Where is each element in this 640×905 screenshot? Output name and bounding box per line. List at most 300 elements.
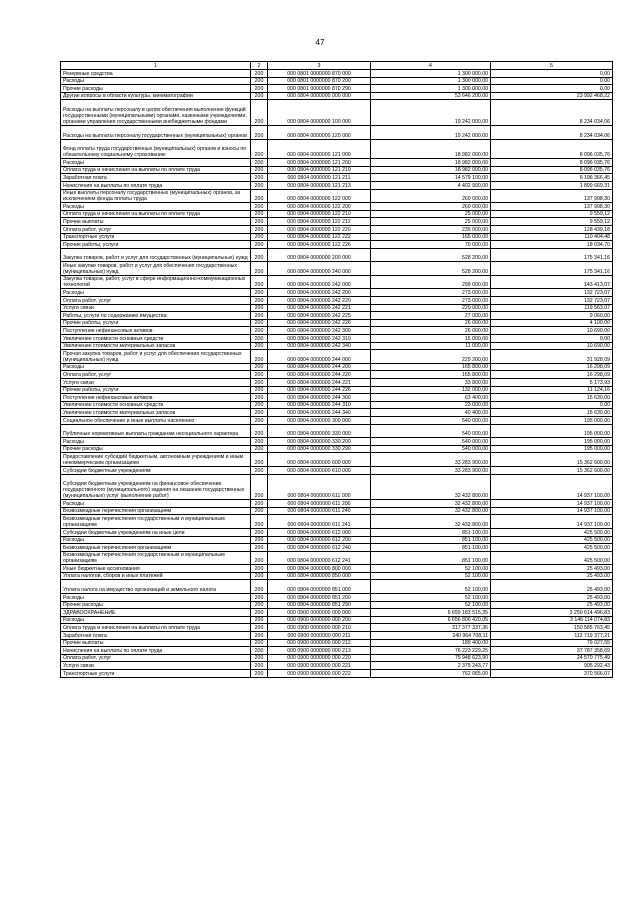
row-kbk-cell: 000 0804 0000000 851 200: [268, 594, 371, 602]
table-row: [61, 580, 613, 594]
row-kbk-cell: 000 0804 0000000 122 212: [268, 218, 371, 226]
table-row: [61, 100, 613, 126]
row-kbk-cell: 000 0804 0000000 800 000: [268, 565, 371, 573]
row-approved-cell: 26 000,00: [371, 327, 491, 335]
row-name-cell: Безвозмездные перечисления государственным и муниципальным организациям: [61, 515, 251, 529]
row-kbk-cell: 000 0804 0000000 240 000: [268, 262, 371, 276]
row-kbk-cell: 000 0804 0000000 122 222: [268, 233, 371, 241]
row-approved-cell: 14 579 100,00: [371, 174, 491, 182]
row-name-cell: Услуги связи: [61, 304, 251, 312]
row-code-cell: 200: [251, 515, 268, 529]
row-name-cell: Прочие расходы: [61, 85, 251, 93]
row-executed-cell: 9 060,00: [491, 312, 613, 320]
table-body: [61, 70, 613, 678]
row-name-cell: Поступление нефинансовых активов: [61, 327, 251, 335]
row-approved-cell: 2 375 243,77: [371, 662, 491, 670]
row-approved-cell: 273 000,00: [371, 289, 491, 297]
row-executed-cell: 23 992 468,22: [491, 92, 613, 100]
table-row: [61, 203, 613, 211]
row-name-cell: Прочие работы, услуги: [61, 319, 251, 327]
row-code-cell: 200: [251, 181, 268, 189]
row-executed-cell: 175 341,16: [491, 262, 613, 276]
row-approved-cell: 40 400,00: [371, 409, 491, 417]
row-kbk-cell: 000 0804 0000000 122 226: [268, 241, 371, 249]
table-row: [61, 350, 613, 364]
row-executed-cell: 137 998,30: [491, 189, 613, 203]
table-row: [61, 632, 613, 640]
row-executed-cell: 79 027,55: [491, 639, 613, 647]
table-row: [61, 312, 613, 320]
table-row: [61, 218, 613, 226]
table-row: [61, 70, 613, 78]
row-code-cell: 200: [251, 416, 268, 424]
row-approved-cell: 317 377 337,36: [371, 624, 491, 632]
row-approved-cell: 26 000,00: [371, 319, 491, 327]
row-code-cell: 200: [251, 174, 268, 182]
row-kbk-cell: 000 0900 0000000 000 221: [268, 662, 371, 670]
row-name-cell: Уплата налогов, сборов и иных платежей: [61, 572, 251, 580]
row-executed-cell: 5 173,93: [491, 379, 613, 387]
table-row: [61, 445, 613, 453]
row-executed-cell: 4 100,00: [491, 319, 613, 327]
row-name-cell: Расходы: [61, 289, 251, 297]
table-row: [61, 401, 613, 409]
row-code-cell: 200: [251, 139, 268, 159]
row-kbk-cell: 000 0804 0000000 611 240: [268, 507, 371, 515]
row-approved-cell: 229 200,00: [371, 350, 491, 364]
row-name-cell: Субсидии бюджетным учреждениям на иные цели: [61, 528, 251, 536]
row-code-cell: 200: [251, 248, 268, 262]
row-kbk-cell: 000 0804 0000000 330 000: [268, 424, 371, 438]
row-code-cell: 200: [251, 438, 268, 446]
row-executed-cell: 132 723,07: [491, 289, 613, 297]
row-kbk-cell: 000 0804 0000000 242 340: [268, 342, 371, 350]
table-row: [61, 601, 613, 609]
row-executed-cell: 143 413,07: [491, 275, 613, 289]
row-executed-cell: 25 493,00: [491, 601, 613, 609]
row-name-cell: Прочие расходы: [61, 445, 251, 453]
row-name-cell: Другие вопросы в области культуры, кинематографии: [61, 92, 251, 100]
row-code-cell: 200: [251, 335, 268, 343]
row-executed-cell: 8 096 035,76: [491, 139, 613, 159]
row-approved-cell: 4 402 900,00: [371, 181, 491, 189]
row-code-cell: 200: [251, 350, 268, 364]
row-kbk-cell: 000 0804 0000000 244 340: [268, 409, 371, 417]
row-code-cell: 200: [251, 401, 268, 409]
row-kbk-cell: 000 0804 0000000 100 000: [268, 100, 371, 126]
table-row: [61, 424, 613, 438]
row-approved-cell: 18 982 000,00: [371, 166, 491, 174]
row-approved-cell: 32 432 800,00: [371, 515, 491, 529]
column-header: 2: [251, 62, 268, 70]
row-kbk-cell: 000 0804 0000000 242 000: [268, 275, 371, 289]
row-executed-cell: 9 559,12: [491, 218, 613, 226]
row-kbk-cell: 000 0804 0000000 242 220: [268, 297, 371, 305]
row-name-cell: Заработная плата: [61, 174, 251, 182]
row-approved-cell: 52 100,00: [371, 580, 491, 594]
row-executed-cell: 3 250 614 496,83: [491, 609, 613, 617]
row-kbk-cell: 000 0804 0000000 611 200: [268, 500, 371, 508]
row-approved-cell: 25 000,00: [371, 218, 491, 226]
table-row: [61, 174, 613, 182]
column-header: 1: [61, 62, 251, 70]
row-kbk-cell: 000 0804 0000000 330 200: [268, 438, 371, 446]
row-code-cell: 200: [251, 409, 268, 417]
row-executed-cell: 18 034,70: [491, 241, 613, 249]
row-name-cell: Расходы: [61, 159, 251, 167]
row-name-cell: Прочие выплаты: [61, 218, 251, 226]
row-executed-cell: 0,00: [491, 77, 613, 85]
row-kbk-cell: 000 0900 0000000 000 000: [268, 609, 371, 617]
table-row: [61, 466, 613, 474]
row-kbk-cell: 000 0804 0000000 851 290: [268, 601, 371, 609]
page-number: 47: [315, 38, 325, 47]
row-kbk-cell: 000 0804 0000000 122 000: [268, 189, 371, 203]
row-kbk-cell: 000 0900 0000000 000 210: [268, 624, 371, 632]
row-code-cell: 200: [251, 528, 268, 536]
row-approved-cell: 851 100,00: [371, 536, 491, 544]
row-executed-cell: 425 500,00: [491, 551, 613, 565]
row-approved-cell: 1 300 000,00: [371, 77, 491, 85]
table-row: [61, 262, 613, 276]
row-approved-cell: 32 432 800,00: [371, 500, 491, 508]
row-code-cell: 200: [251, 536, 268, 544]
table-row: [61, 670, 613, 678]
row-executed-cell: 31 928,09: [491, 350, 613, 364]
row-code-cell: 200: [251, 319, 268, 327]
row-code-cell: 200: [251, 551, 268, 565]
table-row: [61, 565, 613, 573]
row-executed-cell: 11 124,16: [491, 386, 613, 394]
row-name-cell: Расходы: [61, 594, 251, 602]
row-name-cell: Иные закупки товаров, работ и услуг для обеспечения государственных (муниципальных) нужд: [61, 262, 251, 276]
row-approved-cell: 235 000,00: [371, 225, 491, 233]
row-kbk-cell: 000 0804 0000000 244 300: [268, 394, 371, 402]
row-approved-cell: 23 000,00: [371, 401, 491, 409]
row-kbk-cell: 000 0801 0000000 870 290: [268, 85, 371, 93]
row-name-cell: Уплата налога на имущество организаций и земельного налога: [61, 580, 251, 594]
row-executed-cell: 195 000,00: [491, 416, 613, 424]
table-row: [61, 474, 613, 500]
table-row: [61, 624, 613, 632]
row-code-cell: 200: [251, 218, 268, 226]
table-row: [61, 594, 613, 602]
row-approved-cell: 19 242 000,00: [371, 100, 491, 126]
row-code-cell: 200: [251, 654, 268, 662]
row-kbk-cell: 000 0804 0000000 300 000: [268, 416, 371, 424]
table-row: [61, 453, 613, 467]
row-approved-cell: 63 400,00: [371, 394, 491, 402]
row-code-cell: 200: [251, 624, 268, 632]
row-approved-cell: 1 300 000,00: [371, 70, 491, 78]
row-name-cell: Прочие работы, услуги: [61, 241, 251, 249]
row-name-cell: Резервные средства: [61, 70, 251, 78]
row-kbk-cell: 000 0900 0000000 000 212: [268, 639, 371, 647]
row-executed-cell: 195 000,00: [491, 424, 613, 438]
row-name-cell: Увеличение стоимости основных средств: [61, 401, 251, 409]
row-approved-cell: 299 000,00: [371, 275, 491, 289]
row-executed-cell: 16 298,09: [491, 371, 613, 379]
row-code-cell: 200: [251, 304, 268, 312]
row-kbk-cell: 000 0900 0000000 000 213: [268, 647, 371, 655]
row-code-cell: 200: [251, 241, 268, 249]
row-kbk-cell: 000 0804 0000000 244 221: [268, 379, 371, 387]
row-name-cell: Увеличение стоимости основных средств: [61, 335, 251, 343]
table-row: [61, 662, 613, 670]
table-row: [61, 189, 613, 203]
row-name-cell: Расходы на выплаты персоналу в целях обеспечения выполнения функций государственными (муниципальными) органами, казенными учреждениями, органами управления государственными внебюджетными фондами: [61, 100, 251, 126]
row-approved-cell: 18 982 000,00: [371, 159, 491, 167]
row-kbk-cell: 000 0804 0000000 242 225: [268, 312, 371, 320]
row-name-cell: Субсидии бюджетным учреждениям: [61, 466, 251, 474]
row-name-cell: ЗДРАВООХРАНЕНИЕ: [61, 609, 251, 617]
row-name-cell: Работы, услуги по содержанию имущества: [61, 312, 251, 320]
row-kbk-cell: 000 0804 0000000 612 240: [268, 544, 371, 552]
row-name-cell: Прочие работы, услуги: [61, 386, 251, 394]
row-approved-cell: 540 000,00: [371, 445, 491, 453]
row-kbk-cell: 000 0804 0000000 244 000: [268, 350, 371, 364]
table-row: [61, 639, 613, 647]
row-approved-cell: 540 000,00: [371, 438, 491, 446]
row-approved-cell: 19 242 000,00: [371, 125, 491, 139]
row-kbk-cell: 000 0804 0000000 121 210: [268, 166, 371, 174]
row-code-cell: 200: [251, 203, 268, 211]
row-executed-cell: 3 146 114 074,83: [491, 616, 613, 624]
row-code-cell: 200: [251, 233, 268, 241]
row-name-cell: Услуги связи: [61, 662, 251, 670]
row-code-cell: 200: [251, 85, 268, 93]
table-row: [61, 241, 613, 249]
row-code-cell: 200: [251, 225, 268, 233]
row-name-cell: Оплата работ, услуг: [61, 225, 251, 233]
row-name-cell: Прочие выплаты: [61, 639, 251, 647]
column-header: 3: [268, 62, 371, 70]
row-executed-cell: 150 585 763,45: [491, 624, 613, 632]
row-executed-cell: 112 719 377,21: [491, 632, 613, 640]
row-code-cell: 200: [251, 92, 268, 100]
row-executed-cell: 425 500,00: [491, 528, 613, 536]
row-executed-cell: 10 690,00: [491, 327, 613, 335]
row-kbk-cell: 000 0804 0000000 200 000: [268, 248, 371, 262]
row-approved-cell: 220 000,00: [371, 304, 491, 312]
row-name-cell: Предоставление субсидий бюджетным, автономным учреждениям и иным некоммерческим организациям: [61, 453, 251, 467]
row-name-cell: Иные бюджетные ассигнования: [61, 565, 251, 573]
row-name-cell: Расходы на выплаты персоналу государственных (муниципальных) органов: [61, 125, 251, 139]
row-code-cell: 200: [251, 189, 268, 203]
row-approved-cell: 132 000,00: [371, 386, 491, 394]
row-approved-cell: 75 948 623,90: [371, 654, 491, 662]
row-executed-cell: 10 690,00: [491, 342, 613, 350]
row-approved-cell: 70 000,00: [371, 241, 491, 249]
row-approved-cell: 240 964 708,11: [371, 632, 491, 640]
row-code-cell: 200: [251, 453, 268, 467]
row-code-cell: 200: [251, 594, 268, 602]
row-approved-cell: 260 000,00: [371, 189, 491, 203]
row-executed-cell: 0,00: [491, 401, 613, 409]
table-row: [61, 92, 613, 100]
row-kbk-cell: 000 0804 0000000 121 200: [268, 159, 371, 167]
row-executed-cell: 15 362 600,00: [491, 466, 613, 474]
row-code-cell: 200: [251, 297, 268, 305]
row-name-cell: Закупка товаров, работ и услуг для государственных (муниципальных) нужд: [61, 248, 251, 262]
row-name-cell: Начисления на выплаты по оплате труда: [61, 181, 251, 189]
row-code-cell: 200: [251, 609, 268, 617]
table-row: [61, 654, 613, 662]
row-approved-cell: 851 100,00: [371, 544, 491, 552]
table-row: [61, 159, 613, 167]
row-executed-cell: 8 234 034,06: [491, 100, 613, 126]
row-name-cell: Расходы: [61, 77, 251, 85]
row-name-cell: Прочие расходы: [61, 601, 251, 609]
row-name-cell: Социальное обеспечение и иные выплаты населению: [61, 416, 251, 424]
row-kbk-cell: 000 0804 0000000 121 211: [268, 174, 371, 182]
row-name-cell: Оплата работ, услуг: [61, 297, 251, 305]
table-row: [61, 409, 613, 417]
table-row: [61, 515, 613, 529]
row-approved-cell: 6 656 806 420,05: [371, 616, 491, 624]
row-kbk-cell: 000 0900 0000000 000 211: [268, 632, 371, 640]
row-executed-cell: 8 096 035,76: [491, 166, 613, 174]
row-code-cell: 200: [251, 100, 268, 126]
row-approved-cell: 6 659 183 515,35: [371, 609, 491, 617]
table-row: [61, 289, 613, 297]
row-executed-cell: 0,00: [491, 85, 613, 93]
table-row: [61, 139, 613, 159]
row-approved-cell: 528 200,00: [371, 248, 491, 262]
row-code-cell: 200: [251, 166, 268, 174]
table-row: [61, 507, 613, 515]
row-kbk-cell: 000 0804 0000000 600 000: [268, 453, 371, 467]
row-name-cell: Расходы: [61, 500, 251, 508]
row-kbk-cell: 000 0804 0000000 244 310: [268, 401, 371, 409]
row-approved-cell: 15 000,00: [371, 335, 491, 343]
table-row: [61, 297, 613, 305]
row-name-cell: Расходы: [61, 203, 251, 211]
row-kbk-cell: 000 0801 0000000 870 200: [268, 77, 371, 85]
table-row: [61, 528, 613, 536]
row-kbk-cell: 000 0804 0000000 611 241: [268, 515, 371, 529]
row-code-cell: 200: [251, 210, 268, 218]
row-code-cell: 200: [251, 544, 268, 552]
row-executed-cell: 1 899 669,31: [491, 181, 613, 189]
row-approved-cell: 851 100,00: [371, 551, 491, 565]
row-approved-cell: 33 283 900,00: [371, 466, 491, 474]
row-name-cell: Расходы: [61, 438, 251, 446]
row-code-cell: 200: [251, 466, 268, 474]
row-executed-cell: 15 362 600,00: [491, 453, 613, 467]
table-row: [61, 551, 613, 565]
row-name-cell: Услуги связи: [61, 379, 251, 387]
row-name-cell: Прочая закупка товаров, работ и услуг для обеспечения государственных (муниципальных) нужд: [61, 350, 251, 364]
row-approved-cell: 165 800,00: [371, 363, 491, 371]
table-row: [61, 371, 613, 379]
row-kbk-cell: 000 0804 0000000 122 200: [268, 203, 371, 211]
row-kbk-cell: 000 0900 0000000 000 220: [268, 654, 371, 662]
row-name-cell: Заработная плата: [61, 632, 251, 640]
table-row: [61, 225, 613, 233]
row-code-cell: 200: [251, 342, 268, 350]
row-code-cell: 200: [251, 632, 268, 640]
row-kbk-cell: 000 0804 0000000 120 000: [268, 125, 371, 139]
row-approved-cell: 25 000,00: [371, 210, 491, 218]
table-row: [61, 166, 613, 174]
row-executed-cell: 425 500,00: [491, 536, 613, 544]
row-name-cell: Фонд оплаты труда государственных (муниципальных) органов и взносы по обязательному социальному страхованию: [61, 139, 251, 159]
table-row: [61, 275, 613, 289]
table-row: [61, 536, 613, 544]
row-code-cell: 200: [251, 275, 268, 289]
table-row: [61, 327, 613, 335]
row-name-cell: Оплата труда и начисления на выплаты по оплате труда: [61, 624, 251, 632]
row-code-cell: 200: [251, 474, 268, 500]
row-approved-cell: 52 100,00: [371, 565, 491, 573]
row-executed-cell: 8 234 034,06: [491, 125, 613, 139]
row-kbk-cell: 000 0804 0000000 612 000: [268, 528, 371, 536]
row-kbk-cell: 000 0804 0000000 121 213: [268, 181, 371, 189]
row-executed-cell: 9 559,12: [491, 210, 613, 218]
row-kbk-cell: 000 0804 0000000 851 000: [268, 580, 371, 594]
row-name-cell: Расходы: [61, 536, 251, 544]
row-approved-cell: 189 400,00: [371, 639, 491, 647]
row-code-cell: 200: [251, 77, 268, 85]
row-name-cell: Поступление нефинансовых активов: [61, 394, 251, 402]
row-executed-cell: 16 298,09: [491, 363, 613, 371]
row-executed-cell: 195 000,00: [491, 438, 613, 446]
row-approved-cell: 52 100,00: [371, 601, 491, 609]
row-name-cell: Безвозмездные перечисления государственным и муниципальным организациям: [61, 551, 251, 565]
row-code-cell: 200: [251, 363, 268, 371]
row-kbk-cell: 000 0804 0000000 850 000: [268, 572, 371, 580]
row-approved-cell: 11 000,00: [371, 342, 491, 350]
row-executed-cell: 128 439,18: [491, 225, 613, 233]
budget-table: [60, 61, 613, 678]
row-kbk-cell: 000 0804 0000000 612 200: [268, 536, 371, 544]
table-row: [61, 233, 613, 241]
row-code-cell: 200: [251, 262, 268, 276]
table-row: [61, 544, 613, 552]
row-name-cell: Оплата труда и начисления на выплаты по оплате труда: [61, 166, 251, 174]
column-header: 5: [491, 62, 613, 70]
row-approved-cell: 260 000,00: [371, 203, 491, 211]
row-name-cell: Расходы: [61, 616, 251, 624]
row-executed-cell: 119 563,07: [491, 304, 613, 312]
row-approved-cell: 76 223 229,25: [371, 647, 491, 655]
row-code-cell: 200: [251, 616, 268, 624]
row-executed-cell: 6 196 366,45: [491, 174, 613, 182]
row-name-cell: Увеличение стоимости материальных запасов: [61, 342, 251, 350]
table-row: [61, 416, 613, 424]
row-approved-cell: 165 800,00: [371, 371, 491, 379]
table-row: [61, 248, 613, 262]
row-code-cell: 200: [251, 289, 268, 297]
row-executed-cell: 0,00: [491, 335, 613, 343]
row-approved-cell: 165 000,00: [371, 233, 491, 241]
row-kbk-cell: 000 0804 0000000 242 200: [268, 289, 371, 297]
row-executed-cell: 370 566,07: [491, 670, 613, 678]
row-name-cell: Увеличение стоимости материальных запасов: [61, 409, 251, 417]
row-code-cell: 200: [251, 580, 268, 594]
row-name-cell: Начисления на выплаты по оплате труда: [61, 647, 251, 655]
row-code-cell: 200: [251, 379, 268, 387]
row-executed-cell: 425 500,00: [491, 544, 613, 552]
row-executed-cell: 14 937 100,00: [491, 507, 613, 515]
row-code-cell: 200: [251, 394, 268, 402]
row-executed-cell: 14 937 100,00: [491, 500, 613, 508]
table-row: [61, 572, 613, 580]
row-kbk-cell: 000 0900 0000000 000 200: [268, 616, 371, 624]
column-header: 4: [371, 62, 491, 70]
row-code-cell: 200: [251, 159, 268, 167]
